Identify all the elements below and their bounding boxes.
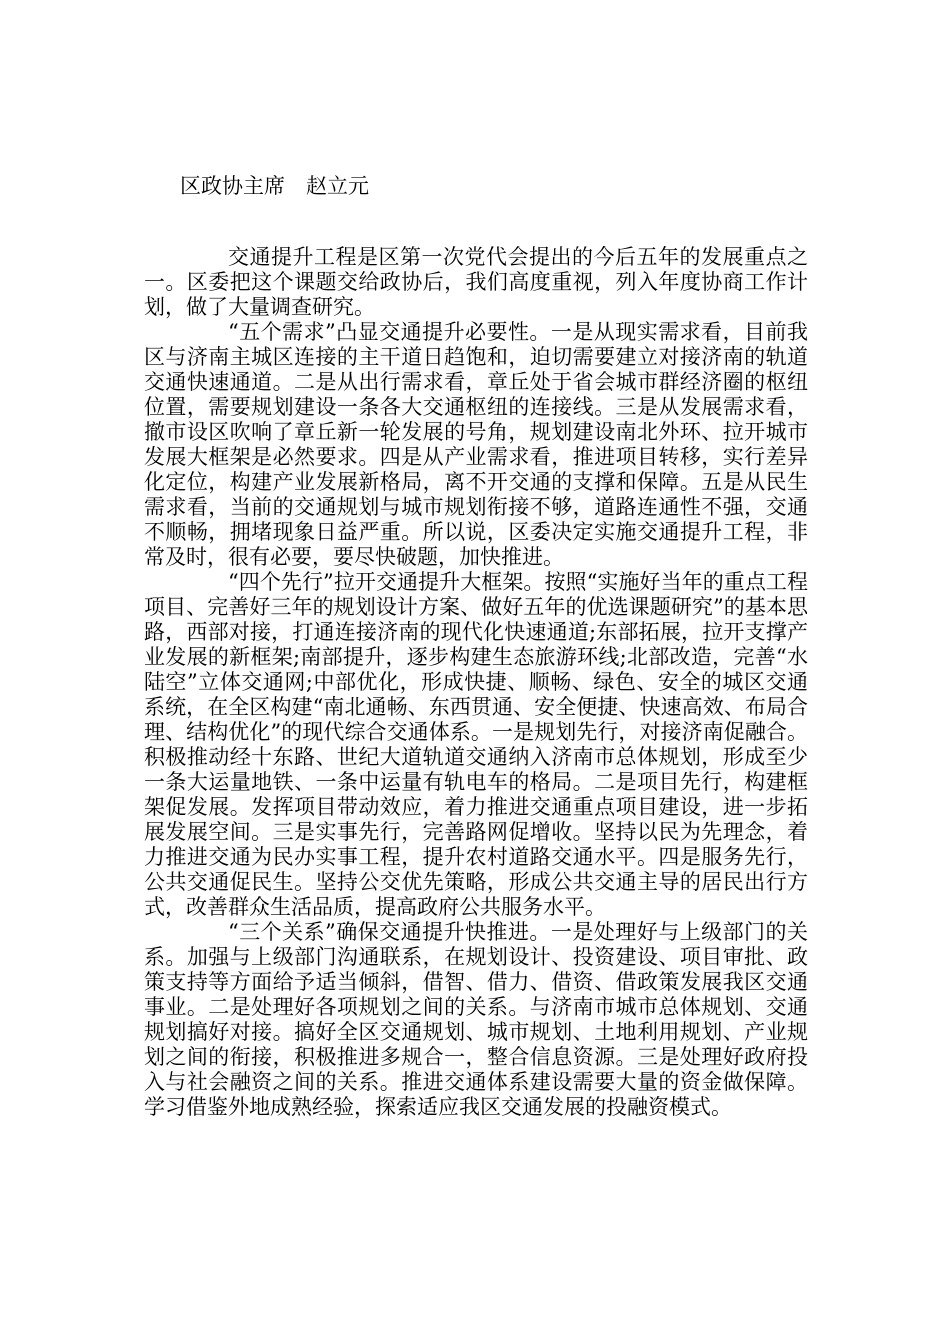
- article-body: [144, 245, 808, 1120]
- paragraph-intro: 交通提升工程是区第一次党代会提出的今后五年的发展重点之一。区委把这个课题交给政协后，我们高度重视，列入年度协商工作计划，做了大量调查研究。: [144, 245, 808, 319]
- paragraph-three-relations: “三个关系”确保交通提升快推进。一是处理好与上级部门的关系。加强与上级部门沟通联系，在规划设计、投资建设、项目审批、政策支持等方面给予适当倾斜，借智、借力、借资、借政策发展我区交通事业。二是处理好各项规划之间的关系。与济南市城市总体规划、交通规划搞好对接。搞好全区交通规划、城市规划、土地利用规划、产业规划之间的衔接，积极推进多规合一，整合信息资源。三是处理好政府投入与社会融资之间的关系。推进交通体系建设需要大量的资金做保障。学习借鉴外地成熟经验，探索适应我区交通发展的投融资模式。: [144, 920, 808, 1119]
- author-byline: 区政协主席 赵立元: [180, 174, 369, 198]
- paragraph-four-priorities: “四个先行”拉开交通提升大框架。按照“实施好当年的重点工程项目、完善好三年的规划设计方案、做好五年的优选课题研究”的基本思路，西部对接，打通连接济南的现代化快速通道;东部拓展，拉开支撑产业发展的新框架;南部提升，逐步构建生态旅游环线;北部改造，完善“水陆空”立体交通网;中部优化，形成快捷、顺畅、绿色、安全的城区交通系统，在全区构建“南北通畅、东西贯通、安全便捷、快速高效、布局合理、结构优化”的现代综合交通体系。一是规划先行，对接济南促融合。积极推动经十东路、世纪大道轨道交通纳入济南市总体规划，形成至少一条大运量地铁、一条中运量有轨电车的格局。二是项目先行，构建框架促发展。发挥项目带动效应，着力推进交通重点项目建设，进一步拓展发展空间。三是实事先行，完善路网促增收。坚持以民为先理念，着力推进交通为民办实事工程，提升农村道路交通水平。四是服务先行，公共交通促民生。坚持公交优先策略，形成公共交通主导的居民出行方式，改善群众生活品质，提高政府公共服务水平。: [144, 570, 808, 919]
- paragraph-five-needs: “五个需求”凸显交通提升必要性。一是从现实需求看，目前我区与济南主城区连接的主干道日趋饱和，迫切需要建立对接济南的轨道交通快速通道。二是从出行需求看，章丘处于省会城市群经济圈的枢纽位置，需要规划建设一条各大交通枢纽的连接线。三是从发展需求看，撤市设区吹响了章丘新一轮发展的号角，规划建设南北外环、拉开城市发展大框架是必然要求。四是从产业需求看，推进项目转移，实行差异化定位，构建产业发展新格局，离不开交通的支撑和保障。五是从民生需求看，当前的交通规划与城市规划衔接不够，道路连通性不强，交通不顺畅，拥堵现象日益严重。所以说，区委决定实施交通提升工程，非常及时，很有必要，要尽快破题，加快推进。: [144, 320, 808, 569]
